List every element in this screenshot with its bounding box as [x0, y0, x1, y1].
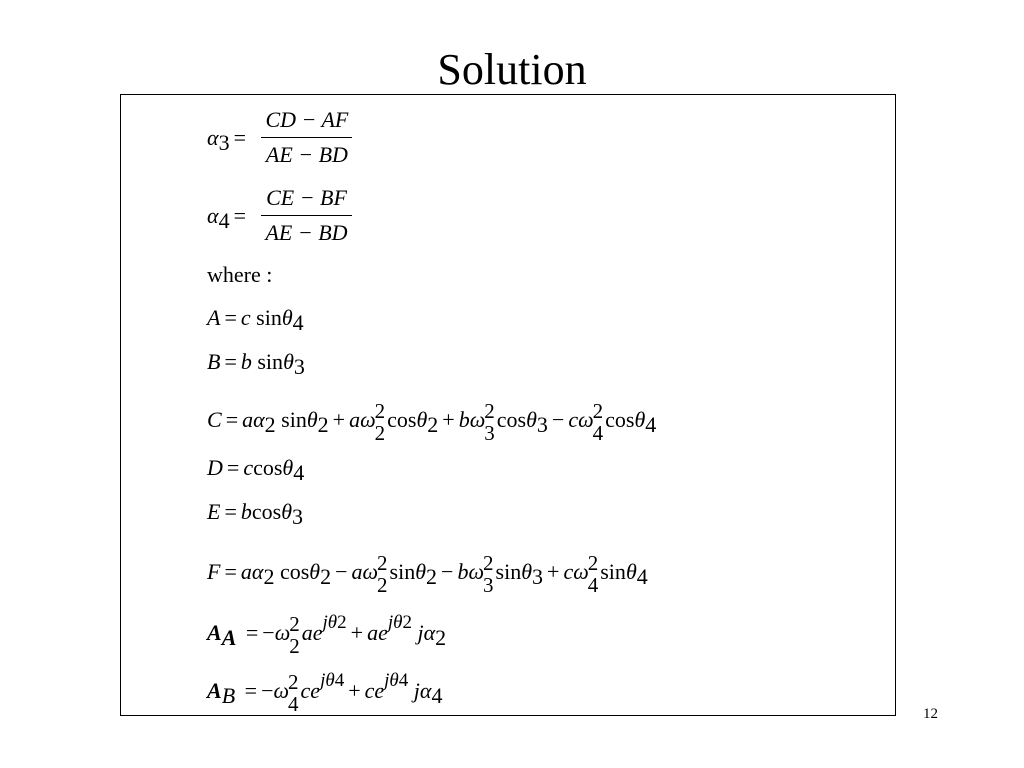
equation-alpha4-numerator: CE − BF — [261, 181, 351, 216]
equation-acceleration-A: AA = −ω 2 2 aejθ2 + aejθ2 jα2 — [207, 612, 447, 658]
equation-alpha4-lhs: α4 = — [207, 202, 246, 233]
where-label: where : — [207, 262, 273, 287]
equation-box — [120, 94, 896, 716]
equation-alpha3-denominator: AE − BD — [265, 142, 348, 167]
equation-F: F = aα2 cosθ2 − aω 2 2 sinθ2 − bω 2 3 sinθ3 + cω 2 4 sinθ4 — [207, 551, 648, 597]
equation-acceleration-B: AB = −ω 2 4 cejθ4 + cejθ4 jα4 — [207, 670, 443, 716]
equation-A: A = c sinθ4 — [207, 305, 304, 335]
equation-C: C = aα2 sinθ2 + aω 2 2 cosθ2 + bω 2 3 cosθ3 − cω 2 4 cosθ4 — [207, 399, 657, 445]
equation-alpha4-denominator: AE − BD — [265, 220, 348, 245]
equation-B: B = b sinθ3 — [207, 349, 305, 379]
slide-title: Solution — [437, 45, 587, 94]
equation-alpha4 — [207, 181, 352, 250]
equation-alpha3-lhs: α3 = — [207, 124, 246, 155]
equation-D: D = ccosθ4 — [207, 455, 305, 485]
equation-alpha3-numerator: CD − AF — [261, 103, 352, 138]
equation-alpha3 — [207, 103, 352, 172]
equation-E: E = bcosθ3 — [207, 499, 304, 529]
page-number: 12 — [923, 706, 938, 722]
